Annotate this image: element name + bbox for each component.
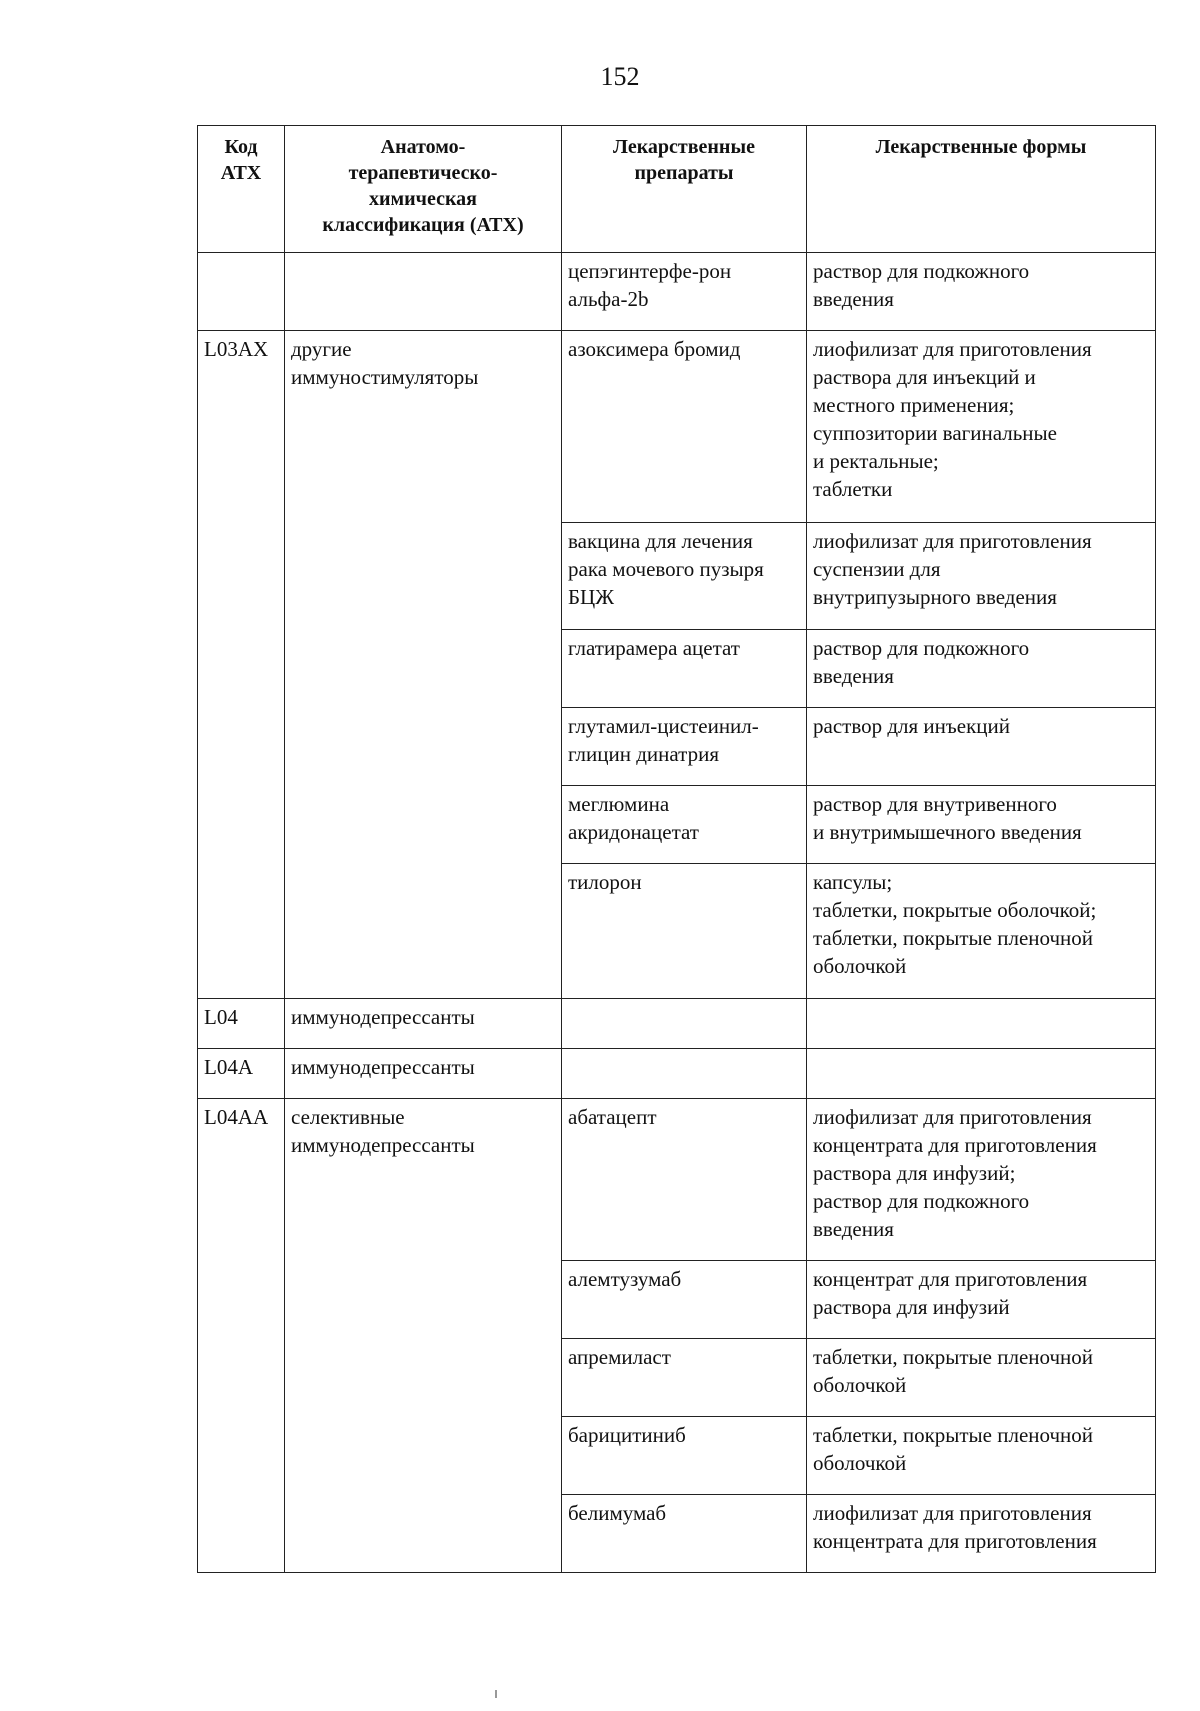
drug-cell: тилорон: [562, 864, 807, 999]
drug-cell: апремиласт: [562, 1339, 807, 1417]
drug-cell: цепэгинтерфе-рон альфа-2b: [562, 253, 807, 331]
drug-cell: белимумаб: [562, 1495, 807, 1573]
drug-cell: алемтузумаб: [562, 1261, 807, 1339]
form-cell: капсулы; таблетки, покрытые оболочкой; таблетки, покрытые пленочной оболочкой: [807, 864, 1156, 999]
form-cell: [807, 1049, 1156, 1099]
drug-cell: барицитиниб: [562, 1417, 807, 1495]
drug-cell: меглюмина акридонацетат: [562, 786, 807, 864]
header-code: Код АТХ: [198, 126, 285, 253]
code-cell: L04A: [198, 1049, 285, 1099]
form-cell: [807, 999, 1156, 1049]
drug-cell: вакцина для лечения рака мочевого пузыря БЦЖ: [562, 523, 807, 630]
drug-cell: абатацепт: [562, 1099, 807, 1261]
header-classification: Анатомо- терапевтическо- химическая классификация (АТХ): [285, 126, 562, 253]
drug-cell: глатирамера ацетат: [562, 630, 807, 708]
form-cell: раствор для подкожного введения: [807, 253, 1156, 331]
form-cell: лиофилизат для приготовления концентрата для приготовления раствора для инфузий; раствор для подкожного введения: [807, 1099, 1156, 1261]
table-header-row: [198, 126, 1156, 253]
form-cell: лиофилизат для приготовления концентрата для приготовления: [807, 1495, 1156, 1573]
form-cell: раствор для подкожного введения: [807, 630, 1156, 708]
header-drugs: Лекарственные препараты: [562, 126, 807, 253]
form-cell: таблетки, покрытые пленочной оболочкой: [807, 1339, 1156, 1417]
table-row: [198, 253, 1156, 331]
code-cell: [198, 253, 285, 331]
header-forms: Лекарственные формы: [807, 126, 1156, 253]
table-row: [198, 999, 1156, 1049]
drug-cell: азоксимера бромид: [562, 331, 807, 523]
drug-cell: [562, 999, 807, 1049]
drug-cell: [562, 1049, 807, 1099]
scan-mark: [495, 1690, 497, 1698]
table-row: [198, 331, 1156, 523]
classification-cell: иммунодепрессанты: [285, 999, 562, 1049]
page-number: 152: [600, 62, 640, 91]
form-cell: концентрат для приготовления раствора для инфузий: [807, 1261, 1156, 1339]
classification-cell: другие иммуностимуляторы: [285, 331, 562, 999]
form-cell: таблетки, покрытые пленочной оболочкой: [807, 1417, 1156, 1495]
classification-cell: селективные иммунодепрессанты: [285, 1099, 562, 1573]
form-cell: лиофилизат для приготовления суспензии для внутрипузырного введения: [807, 523, 1156, 630]
drug-cell: глутамил-цистеинил- глицин динатрия: [562, 708, 807, 786]
atc-drug-table: [197, 125, 1156, 1573]
classification-cell: [285, 253, 562, 331]
classification-cell: иммунодепрессанты: [285, 1049, 562, 1099]
table-row: [198, 1049, 1156, 1099]
code-cell: L04AA: [198, 1099, 285, 1573]
code-cell: L03AX: [198, 331, 285, 999]
form-cell: лиофилизат для приготовления раствора для инъекций и местного применения; суппозитории вагинальные и ректальные; таблетки: [807, 331, 1156, 523]
table-row: [198, 1099, 1156, 1261]
form-cell: раствор для инъекций: [807, 708, 1156, 786]
code-cell: L04: [198, 999, 285, 1049]
form-cell: раствор для внутривенного и внутримышечного введения: [807, 786, 1156, 864]
